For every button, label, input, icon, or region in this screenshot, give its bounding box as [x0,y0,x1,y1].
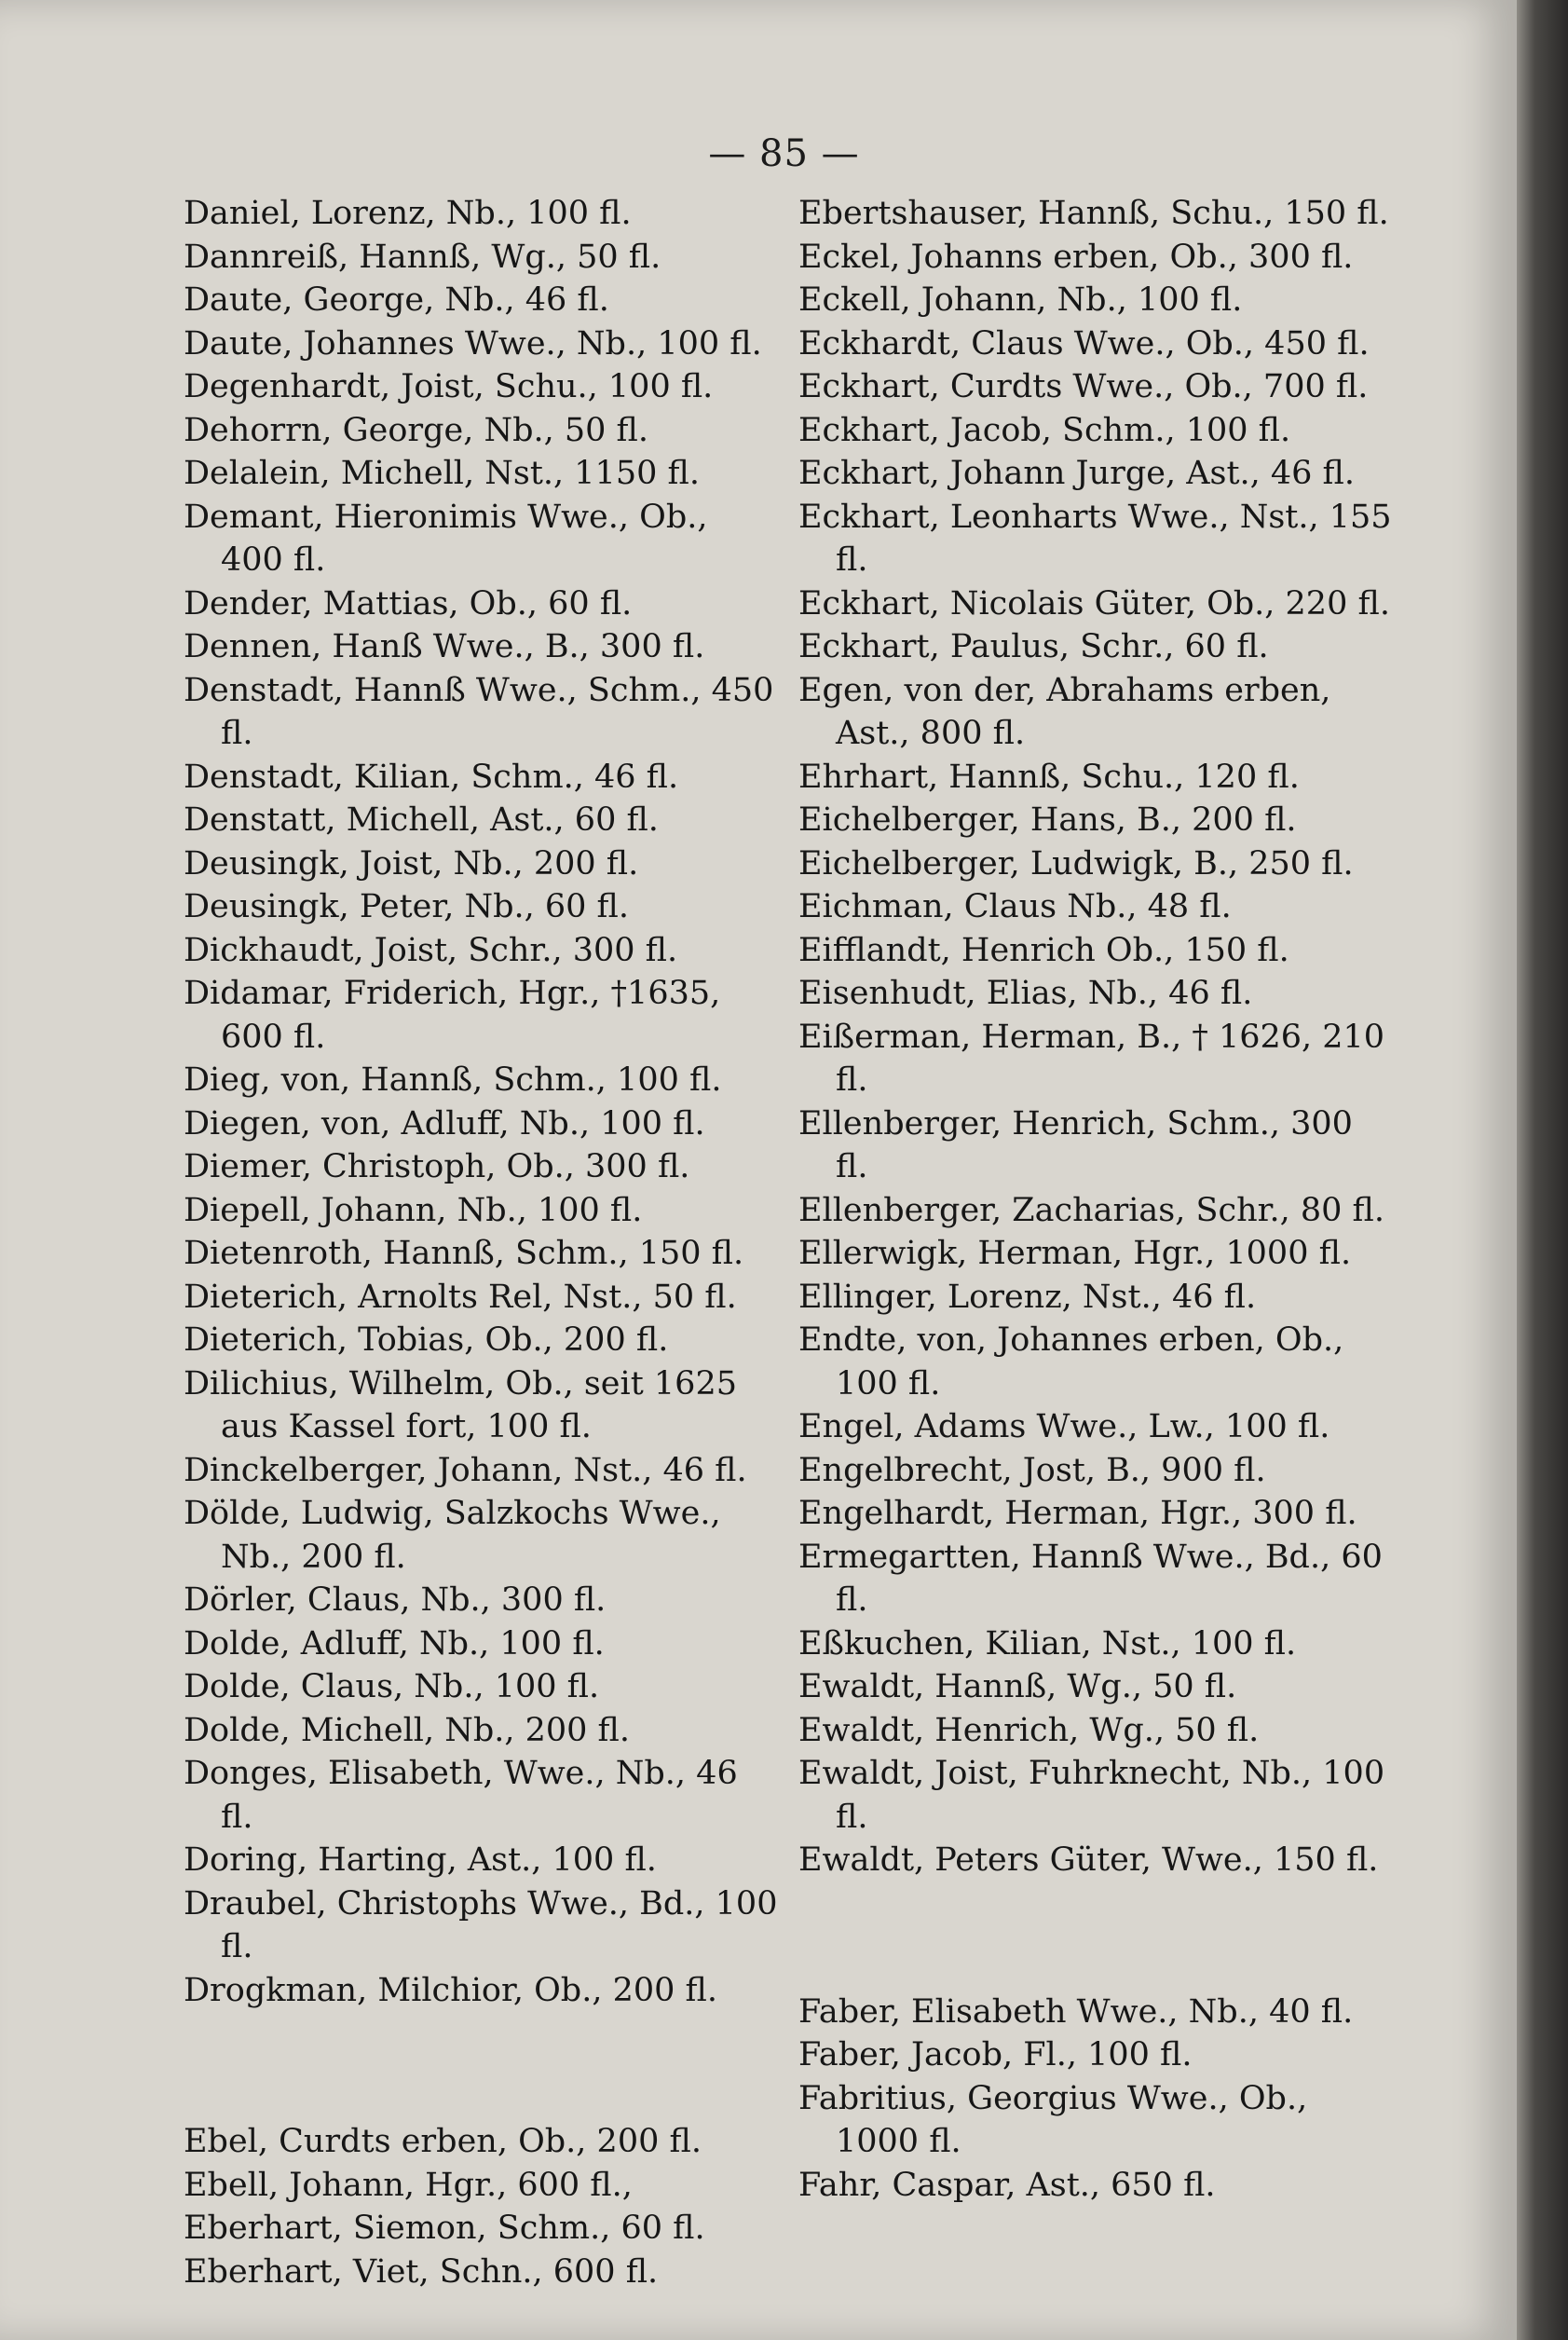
register-entry: Dennen, Hanß Wwe., B., 300 fl. [184,628,705,665]
left-column [184,192,780,2293]
register-entry: Demant, Hieronimis Wwe., Ob., 400 fl. [184,498,708,579]
register-entry: Dolde, Adluff, Nb., 100 fl. [184,1624,605,1663]
register-entry: Eckhart, Curdts Wwe., Ob., 700 fl. [798,368,1369,405]
register-entry: Faber, Elisabeth Wwe., Nb., 40 fl. [798,1992,1354,2031]
register-entry: Degenhardt, Joist, Schu., 100 fl. [184,368,714,405]
register-entry: Egen, von der, Abrahams erben, Ast., 800 fl. [798,671,1331,752]
register-entry: Dannreiß, Hannß, Wg., 50 fl. [184,238,661,276]
section-gap [798,1915,1395,1958]
register-entry: Dieg, von, Hannß, Schm., 100 fl. [184,1061,722,1099]
register-entry: Eckhart, Nicolais Güter, Ob., 220 fl. [798,584,1390,623]
right-column [798,192,1395,2207]
register-entry: Ewaldt, Peters Güter, Wwe., 150 fl. [798,1841,1379,1879]
register-entry: Eckhart, Leonharts Wwe., Nst., 155 fl. [798,498,1392,579]
register-entry: Dölde, Ludwig, Salzkochs Wwe., Nb., 200 fl. [184,1495,721,1576]
register-entry: Eißerman, Herman, B., † 1626, 210 fl. [798,1018,1385,1099]
register-entry: Eckel, Johanns erben, Ob., 300 fl. [798,238,1354,276]
register-entry: Eckhart, Jacob, Schm., 100 fl. [798,411,1291,449]
register-entry: Drogkman, Milchior, Ob., 200 fl. [184,1971,717,2009]
page-number: — 85 — [708,132,860,175]
register-entry: Eberhart, Siemon, Schm., 60 fl. [184,2210,705,2247]
register-entry: Dörler, Claus, Nb., 300 fl. [184,1581,607,1619]
register-entry: Dieterich, Tobias, Ob., 200 fl. [184,1321,669,1359]
register-entry: Dolde, Michell, Nb., 200 fl. [184,1711,631,1749]
register-entry: Fabritius, Georgius Wwe., Ob., 1000 fl. [798,2079,1308,2160]
register-entry: Denstatt, Michell, Ast., 60 fl. [184,801,659,839]
register-entry: Ebell, Johann, Hgr., 600 fl., [184,2166,633,2204]
register-entry: Dender, Mattias, Ob., 60 fl. [184,584,633,623]
register-entry: Ellerwigk, Herman, Hgr., 1000 fl. [798,1235,1352,1272]
book-binding-edge [1517,0,1568,2340]
register-entry: Daute, Johannes Wwe., Nb., 100 fl. [184,324,762,363]
register-entry: Ellenberger, Henrich, Schm., 300 fl. [798,1104,1353,1185]
register-entry: Eisenhudt, Elias, Nb., 46 fl. [798,975,1253,1012]
register-entry: Eberhart, Viet, Schn., 600 fl. [184,2252,659,2291]
register-entry: Dietenroth, Hannß, Schm., 150 fl. [184,1235,744,1272]
register-entry: Diepell, Johann, Nb., 100 fl. [184,1191,643,1229]
register-entry: Faber, Jacob, Fl., 100 fl. [798,2036,1193,2073]
register-entry: Engelhardt, Herman, Hgr., 300 fl. [798,1495,1357,1532]
register-entry: Dickhaudt, Joist, Schr., 300 fl. [184,931,678,969]
section-gap [184,2045,780,2087]
register-entry: Ewaldt, Henrich, Wg., 50 fl. [798,1711,1260,1749]
register-entry: Donges, Elisabeth, Wwe., Nb., 46 fl. [184,1755,738,1836]
register-entry: Dinckelberger, Johann, Nst., 46 fl. [184,1451,747,1489]
register-entry: Eichelberger, Hans, B., 200 fl. [798,801,1297,839]
register-entry: Ebertshauser, Hannß, Schu., 150 fl. [798,195,1389,232]
register-entry: Ehrhart, Hannß, Schu., 120 fl. [798,758,1300,796]
register-entry: Ewaldt, Hannß, Wg., 50 fl. [798,1668,1237,1705]
register-entry: Ellenberger, Zacharias, Schr., 80 fl. [798,1191,1385,1229]
register-entry: Dieterich, Arnolts Rel, Nst., 50 fl. [184,1278,737,1316]
register-entry: Eichman, Claus Nb., 48 fl. [798,888,1232,925]
register-entry: Ellinger, Lorenz, Nst., 46 fl. [798,1278,1257,1316]
register-entry: Eckhardt, Claus Wwe., Ob., 450 fl. [798,324,1370,363]
register-entry: Didamar, Friderich, Hgr., †1635, 600 fl. [184,975,721,1056]
register-entry: Endte, von, Johannes erben, Ob., 100 fl. [798,1321,1344,1403]
register-entry: Eckell, Johann, Nb., 100 fl. [798,281,1243,319]
register-entry: Eckhart, Johann Jurge, Ast., 46 fl. [798,455,1356,492]
register-entry: Fahr, Caspar, Ast., 650 fl. [798,2166,1216,2204]
register-entry: Daute, George, Nb., 46 fl. [184,281,609,319]
register-entry: Dilichius, Wilhelm, Ob., seit 1625 aus Kassel fort, 100 fl. [184,1364,737,1445]
register-entry: Denstadt, Hannß Wwe., Schm., 450 fl. [184,671,774,752]
register-entry: Eßkuchen, Kilian, Nst., 100 fl. [798,1624,1297,1663]
register-entry: Deusingk, Peter, Nb., 60 fl. [184,888,630,925]
register-entry: Doring, Harting, Ast., 100 fl. [184,1841,657,1879]
register-entry: Dolde, Claus, Nb., 100 fl. [184,1668,600,1705]
register-entry: Diemer, Christoph, Ob., 300 fl. [184,1148,690,1185]
register-entry: Diegen, von, Adluff, Nb., 100 fl. [184,1104,705,1143]
register-entry: Denstadt, Kilian, Schm., 46 fl. [184,758,679,796]
register-entry: Daniel, Lorenz, Nb., 100 fl. [184,195,632,232]
register-entry: Eckhart, Paulus, Schr., 60 fl. [798,628,1269,665]
register-entry: Ebel, Curdts erben, Ob., 200 fl. [184,2123,702,2160]
register-entry: Delalein, Michell, Nst., 1150 fl. [184,455,700,492]
register-entry: Dehorrn, George, Nb., 50 fl. [184,411,649,449]
register-entry: Draubel, Christophs Wwe., Bd., 100 fl. [184,1884,778,1965]
register-entry: Deusingk, Joist, Nb., 200 fl. [184,844,639,883]
register-entry: Ermegartten, Hannß Wwe., Bd., 60 fl. [798,1538,1383,1619]
register-entry: Engel, Adams Wwe., Lw., 100 fl. [798,1408,1330,1445]
register-entry: Eifflandt, Henrich Ob., 150 fl. [798,931,1289,969]
register-entry: Engelbrecht, Jost, B., 900 fl. [798,1451,1266,1489]
register-entry: Eichelberger, Ludwigk, B., 250 fl. [798,844,1354,883]
register-entry: Ewaldt, Joist, Fuhrknecht, Nb., 100 fl. [798,1755,1385,1836]
